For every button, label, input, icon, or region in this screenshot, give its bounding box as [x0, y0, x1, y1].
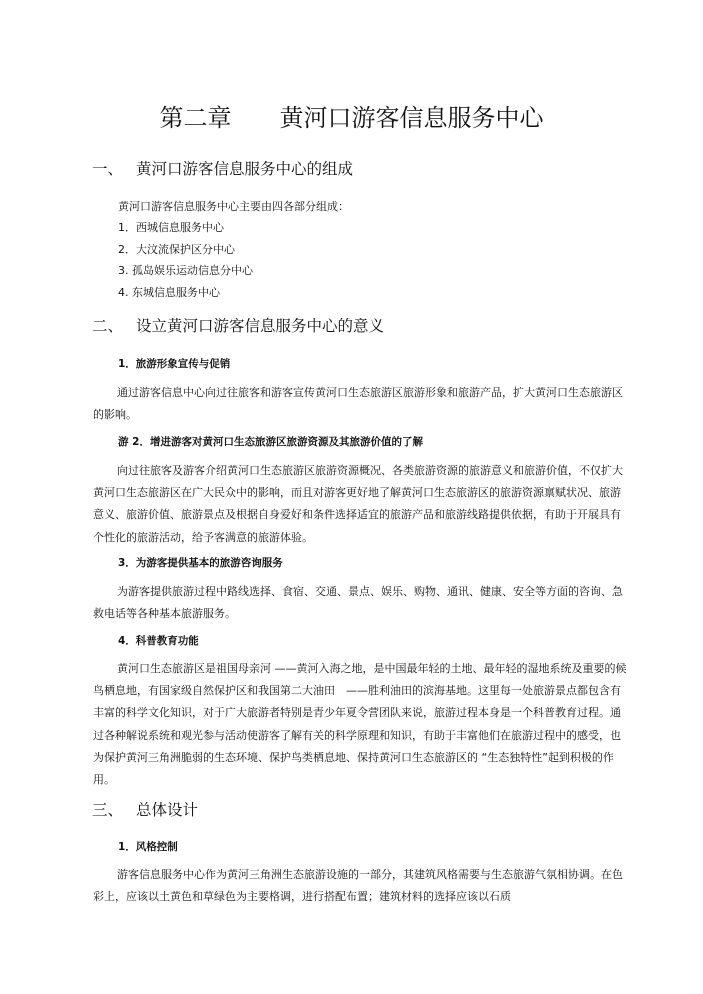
chapter-title: 第二章 黄河口游客信息服务中心: [159, 104, 544, 132]
subsection-heading: 1．旅游形象宣传与促销: [118, 358, 231, 370]
list-item: 3. 孤岛娱乐运动信息分中心: [118, 264, 253, 277]
paragraph: 通过游客信息中心向过往旅客和游客宣传黄河口生态旅游区旅游形象和旅游产品，扩大黄河口生态旅游区的影响。: [93, 386, 623, 422]
section-1-intro: 黄河口游客信息服务中心主要由四各部分组成：: [118, 200, 349, 213]
paragraph: 游客信息服务中心作为黄河三角洲生态旅游设施的一部分，其建筑风格需要与生态旅游气氛相协调。在色彩上，应该以土黄色和草绿色为主要格调，进行搭配布置；建筑材料的选择应该以石质: [93, 868, 623, 904]
section-3-heading: [92, 799, 198, 821]
section-3-title: 总体设计: [136, 801, 199, 819]
section-2-heading: [92, 315, 384, 337]
paragraph: 黄河口生态旅游区是祖国母亲河 ——黄河入海之地，是中国最年轻的土地、最年轻的湿地系统及重要的候鸟栖息地，有国家级自然保护区和我国第二大油田 ——胜利油田的滨海基地。这里每一处旅游景点都包含有丰富的科学文化知识，对于广大旅游者特别是青少年夏令营团队来说，旅游过程本身是一个科普教育过程。通过各种解说系统和观光参与活动使游客了解有关的科学原理和知识，有助于丰富他们在旅游过程中的感受，也为保护黄河三角洲脆弱的生态环境、保护鸟类栖息地、保持黄河口生态旅游区的 “生态独特性”起到积极的作用。: [93, 662, 627, 787]
section-1-number: 一、: [92, 160, 124, 178]
paragraph: 向过往旅客及游客介绍黄河口生态旅游区旅游资源概况、各类旅游资源的旅游意义和旅游价值，不仅扩大黄河口生态旅游区在广大民众中的影响，而且对游客更好地了解黄河口生态旅游区的旅游资源禀赋状况、旅游意义、旅游价值、旅游景点及根据自身爱好和条件选择适宜的旅游产品和旅游线路提供依据，有助于开展具有个性化的旅游活动，给予客满意的旅游体验。: [93, 464, 623, 544]
subsection-heading: 游 2．增进游客对黄河口生态旅游区旅游资源及其旅游价值的了解: [118, 436, 423, 448]
list-item: 2．大汶流保护区分中心: [118, 243, 235, 256]
paragraph: 为游客提供旅游过程中路线选择、食宿、交通、景点、娱乐、购物、通讯、健康、安全等方面的咨询、急救电话等各种基本旅游服务。: [93, 585, 623, 621]
section-1-heading: [92, 158, 353, 180]
section-2-title: 设立黄河口游客信息服务中心的意义: [136, 317, 385, 335]
list-item: 1．西城信息服务中心: [118, 221, 224, 234]
section-3-number: 三、: [92, 801, 124, 819]
subsection-heading: 3．为游客提供基本的旅游咨询服务: [118, 557, 283, 569]
list-item: 4. 东城信息服务中心: [118, 286, 220, 299]
section-2-number: 二、: [92, 317, 124, 335]
subsection-heading: 4．科普教育功能: [118, 635, 199, 647]
section-1-title: 黄河口游客信息服务中心的组成: [136, 160, 354, 178]
subsection-heading: 1．风格控制: [118, 841, 178, 853]
